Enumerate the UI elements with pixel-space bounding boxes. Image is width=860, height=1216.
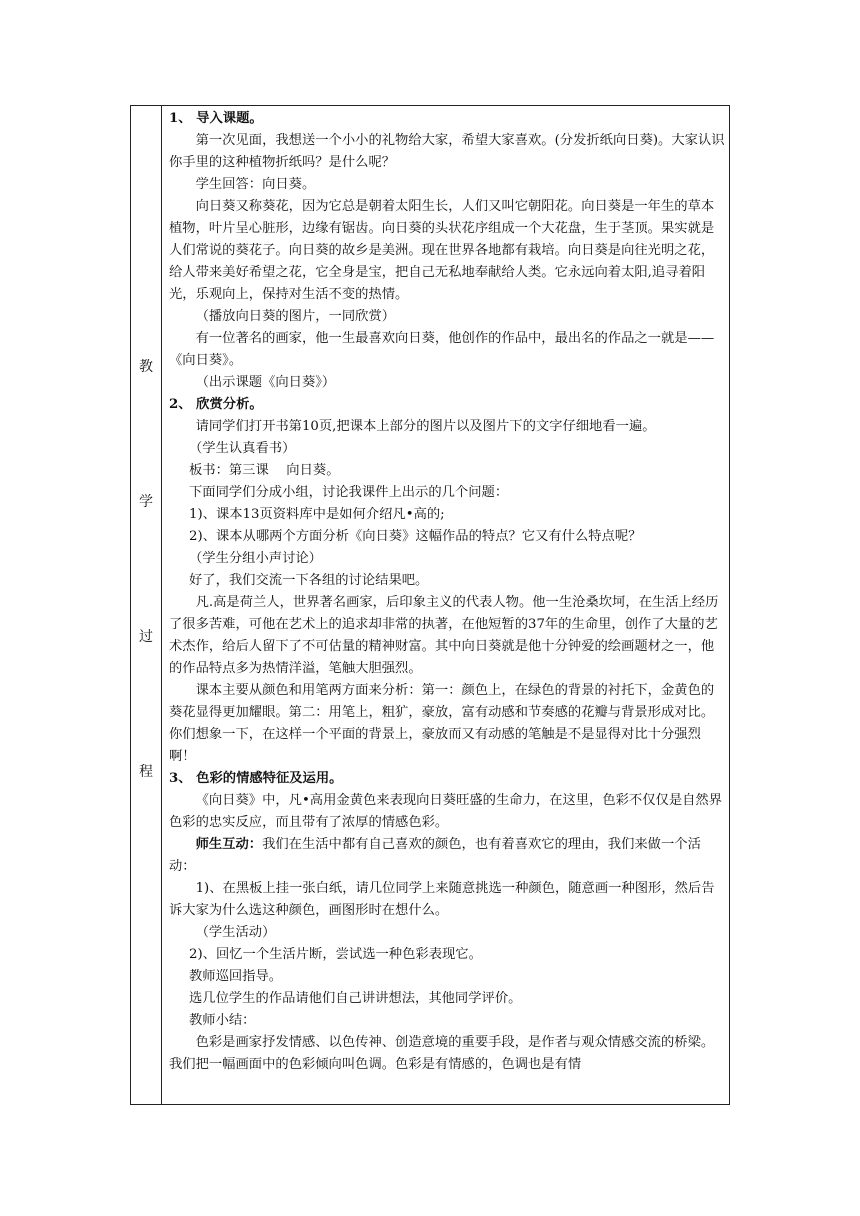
paragraph	[169, 944, 725, 966]
paragraph-text: （学生活动）	[195, 925, 276, 940]
paragraph-text: 2)、课本从哪两个方面分析《向日葵》这幅作品的特点？它又有什么特点呢？	[189, 529, 642, 544]
section-label-char: 教	[139, 359, 153, 375]
paragraph	[169, 482, 725, 504]
paragraph	[169, 174, 725, 196]
paragraph-text: 第一次见面，我想送一个小小的礼物给大家，希望大家喜欢。(分发折纸向日葵)。大家认识你手里的这种植物折纸吗？是什么呢？	[169, 133, 725, 170]
paragraph-text: 1)、课本13页资料库中是如何介绍凡•高的;	[189, 507, 445, 522]
paragraph-text: 课本主要从颜色和用笔两方面来分析：第一：颜色上，在绿色的背景的衬托下，金黄色的葵花显得更加耀眼。第二：用笔上，粗犷，豪放，富有动感和节奏感的花瓣与背景形成对比。你们想象一下，在这样一个平面的背景上，豪放而又有动感的笔触是不是显得对比十分强烈啊！	[169, 683, 715, 764]
paragraph-text: 凡.高是荷兰人，世界著名画家，后印象主义的代表人物。他一生沧桑坎坷，在生活上经历了很多苦难，可他在艺术上的追求却非常的执著，在他短暂的37年的生命里，创作了大量的艺术杰作，给后人留下了不可估量的精神财富。其中向日葵就是他十分钟爱的绘画题材之一，他的作品特点多为热情洋溢，笔触大胆强烈。	[169, 595, 719, 676]
paragraph-text: 选几位学生的作品请他们自己讲讲想法，其他同学评价。	[189, 991, 522, 1006]
paragraph	[169, 570, 725, 592]
paragraph	[169, 306, 725, 328]
section-label-char: 过	[139, 629, 153, 645]
bold-label: 师生互动：	[195, 837, 263, 852]
paragraph	[169, 1010, 725, 1032]
paragraph	[169, 416, 725, 438]
paragraph-text: 3、 色彩的情感特征及运用。	[169, 771, 343, 786]
lesson-content	[169, 108, 725, 1076]
section-heading	[169, 394, 725, 416]
paragraph	[169, 438, 725, 460]
paragraph	[169, 130, 725, 174]
paragraph	[169, 988, 725, 1010]
paragraph-text: 请同学们打开书第10页,把课本上部分的图片以及图片下的文字仔细地看一遍。	[195, 419, 656, 434]
paragraph	[169, 328, 725, 372]
paragraph	[169, 878, 725, 922]
lesson-table	[130, 105, 730, 1105]
section-label-char: 学	[139, 494, 153, 510]
section-label-char: 程	[139, 764, 153, 780]
column-divider	[161, 106, 162, 1104]
paragraph	[169, 592, 725, 680]
paragraph-text: 2、 欣赏分析。	[169, 397, 263, 412]
paragraph	[169, 460, 725, 482]
paragraph-text: （学生认真看书）	[189, 441, 296, 456]
paragraph-text: 下面同学们分成小组，讨论我课件上出示的几个问题：	[189, 485, 509, 500]
section-heading	[169, 768, 725, 790]
paragraph	[169, 504, 725, 526]
paragraph-text: 学生回答：向日葵。	[195, 177, 316, 192]
paragraph-text: （出示课题《向日葵》）	[195, 375, 336, 390]
paragraph	[169, 922, 725, 944]
paragraph-text: 有一位著名的画家，他一生最喜欢向日葵，他创作的作品中，最出名的作品之一就是——《向日葵》。	[169, 331, 715, 368]
paragraph-text: 向日葵又称葵花，因为它总是朝着太阳生长，人们又叫它朝阳花。向日葵是一年生的草本植物，叶片呈心脏形，边缘有锯齿。向日葵的头状花序组成一个大花盘，生于茎顶。果实就是人们常说的葵花子。向日葵的故乡是美洲。现在世界各地都有栽培。向日葵是向往光明之花，给人带来美好希望之花，它全身是宝，把自己无私地奉献给人类。它永远向着太阳,追寻着阳光，乐观向上，保持对生活不变的热情。	[169, 199, 715, 302]
paragraph-text: 1、 导入课题。	[169, 111, 263, 126]
paragraph-text: 教师小结：	[189, 1013, 256, 1028]
paragraph	[169, 526, 725, 548]
paragraph-text: （播放向日葵的图片，一同欣赏）	[195, 309, 396, 324]
paragraph	[169, 680, 725, 768]
paragraph	[169, 790, 725, 834]
paragraph-text: （学生分组小声讨论）	[189, 551, 322, 566]
paragraph	[169, 196, 725, 306]
paragraph	[169, 372, 725, 394]
paragraph-text: 好了，我们交流一下各组的讨论结果吧。	[189, 573, 429, 588]
paragraph	[169, 548, 725, 570]
paragraph-text: 色彩是画家抒发情感、以色传神、创造意境的重要手段，是作者与观众情感交流的桥梁。我们把一幅画面中的色彩倾向叫色调。色彩是有情感的，色调也是有情	[169, 1035, 715, 1072]
paragraph-text: 1)、在黑板上挂一张白纸，请几位同学上来随意挑选一种颜色，随意画一种图形，然后告诉大家为什么选这种颜色，画图形时在想什么。	[169, 881, 715, 918]
paragraph-text: 我们在生活中都有自己喜欢的颜色，也有着喜欢它的理由，我们来做一个活动：	[169, 837, 701, 874]
section-heading	[169, 108, 725, 130]
paragraph-text: 《向日葵》中，凡•高用金黄色来表现向日葵旺盛的生命力，在这里，色彩不仅仅是自然界色彩的忠实反应，而且带有了浓厚的情感色彩。	[169, 793, 723, 830]
paragraph	[169, 1032, 725, 1076]
paragraph-text: 板书：第三课 向日葵。	[189, 463, 340, 478]
paragraph-text: 2)、回忆一个生活片断，尝试选一种色彩表现它。	[189, 947, 482, 962]
paragraph	[169, 966, 725, 988]
paragraph	[169, 834, 725, 878]
paragraph-text: 教师巡回指导。	[189, 969, 283, 984]
